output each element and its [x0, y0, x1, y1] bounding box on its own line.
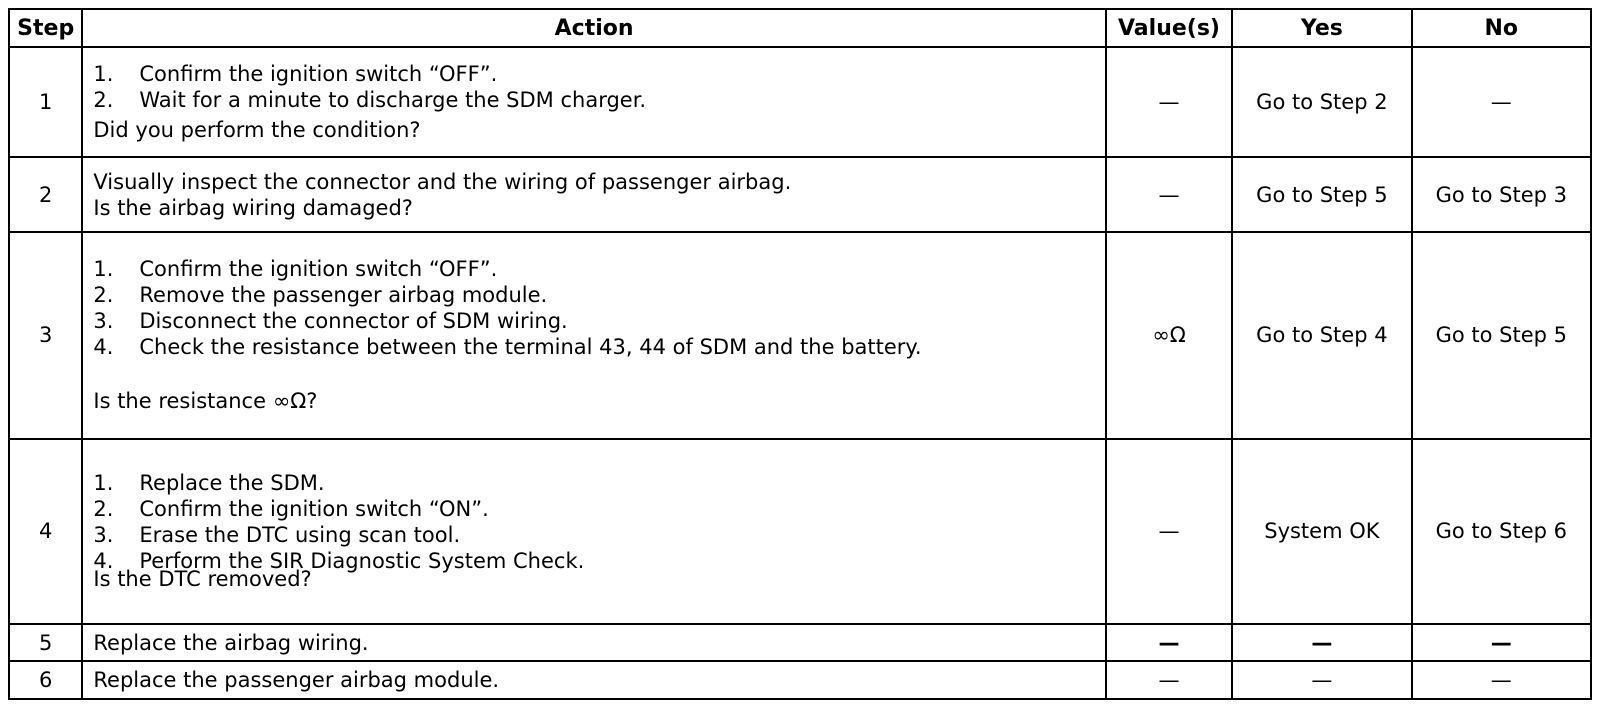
- yes-cell: Go to Step 5: [1232, 157, 1411, 232]
- action-list: [93, 61, 1098, 113]
- step-number: 2: [9, 157, 82, 232]
- list-item: 3. Disconnect the connector of SDM wiring.: [93, 309, 568, 334]
- action-cell: [82, 232, 1105, 438]
- list-item: 2. Remove the passenger airbag module.: [93, 283, 548, 308]
- header-no: No: [1412, 9, 1591, 47]
- step-number: 4: [9, 439, 82, 624]
- no-cell: Go to Step 3: [1412, 157, 1591, 232]
- header-value: Value(s): [1106, 9, 1232, 47]
- list-item: 1. Replace the SDM.: [93, 471, 325, 496]
- yes-cell: System OK: [1232, 439, 1411, 624]
- table-row: [9, 232, 1591, 438]
- header-row: [9, 9, 1591, 47]
- action-text: Visually inspect the connector and the wiring of passenger airbag.: [93, 169, 792, 194]
- header-action: Action: [82, 9, 1105, 47]
- step-number: 1: [9, 47, 82, 157]
- list-item: 4. Check the resistance between the terminal 43, 44 of SDM and the battery.: [93, 335, 922, 360]
- header-step: Step: [9, 9, 82, 47]
- yes-cell: —: [1232, 624, 1411, 661]
- action-text: Replace the airbag wiring.: [82, 624, 1105, 661]
- yes-cell: —: [1232, 661, 1411, 699]
- table-row: [9, 661, 1591, 699]
- list-item: 3. Erase the DTC using scan tool.: [93, 523, 461, 548]
- list-item: 4. Perform the SIR Diagnostic System Check.: [93, 549, 585, 574]
- table-row: [9, 439, 1591, 624]
- list-item: 2. Wait for a minute to discharge the SDM charger.: [93, 88, 647, 113]
- no-cell: —: [1412, 47, 1591, 157]
- question-text: Is the DTC removed?: [93, 567, 312, 592]
- value-cell: —: [1106, 157, 1232, 232]
- yes-cell: Go to Step 4: [1232, 232, 1411, 438]
- step-number: 5: [9, 624, 82, 661]
- header-yes: Yes: [1232, 9, 1411, 47]
- action-cell: [82, 157, 1105, 232]
- no-cell: —: [1412, 624, 1591, 661]
- value-cell: —: [1106, 47, 1232, 157]
- no-cell: —: [1412, 661, 1591, 699]
- list-item: 1. Confirm the ignition switch “OFF”.: [93, 62, 498, 87]
- diagnostic-table: [8, 8, 1592, 700]
- list-item: 2. Confirm the ignition switch “ON”.: [93, 497, 489, 522]
- value-cell: —: [1106, 661, 1232, 699]
- table-row: [9, 157, 1591, 232]
- yes-cell: Go to Step 2: [1232, 47, 1411, 157]
- question-text: Is the resistance ∞Ω?: [93, 389, 318, 414]
- list-item: 1. Confirm the ignition switch “OFF”.: [93, 257, 498, 282]
- action-list: [93, 470, 1098, 574]
- action-cell: [82, 47, 1105, 157]
- step-number: 6: [9, 661, 82, 699]
- table-row: [9, 47, 1591, 157]
- value-cell: —: [1106, 439, 1232, 624]
- question-text: Did you perform the condition?: [93, 118, 421, 143]
- no-cell: Go to Step 5: [1412, 232, 1591, 438]
- action-list: [93, 256, 1098, 360]
- question-text: Is the airbag wiring damaged?: [93, 195, 413, 220]
- no-cell: Go to Step 6: [1412, 439, 1591, 624]
- table-row: [9, 624, 1591, 661]
- value-cell: —: [1106, 624, 1232, 661]
- step-number: 3: [9, 232, 82, 438]
- action-cell: [82, 439, 1105, 624]
- value-cell: ∞Ω: [1106, 232, 1232, 438]
- action-text: Replace the passenger airbag module.: [82, 661, 1105, 699]
